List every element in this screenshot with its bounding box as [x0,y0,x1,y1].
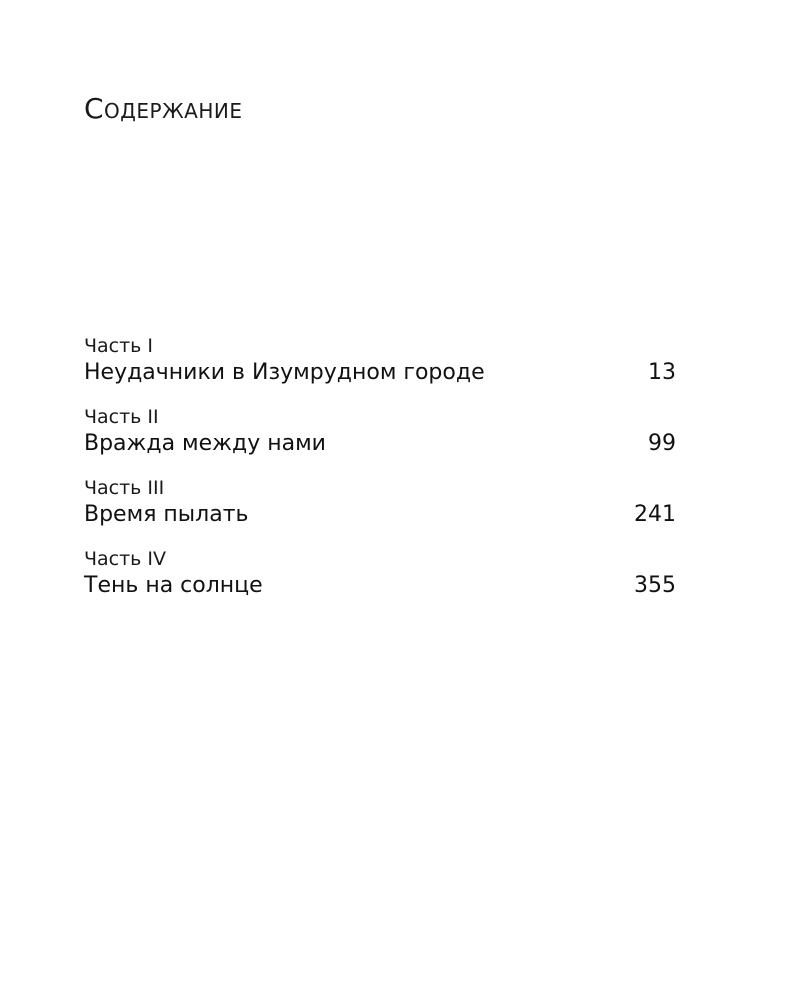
entry-title: Время пылать [84,502,249,527]
entry-line [84,358,676,388]
page-number: 13 [648,360,676,385]
toc-entry [84,404,676,475]
entry-line [84,500,676,530]
entry-title: Вражда между нами [84,431,326,456]
page-number: 241 [634,502,676,527]
page-number: 99 [648,431,676,456]
entry-title: Тень на солнце [84,573,263,598]
entry-line [84,429,676,459]
entry-title: Неудачники в Изумрудном городе [84,360,485,385]
table-of-contents [84,333,676,617]
part-label: Часть IV [84,548,167,570]
page-title: Содержание [84,92,243,125]
part-label: Часть II [84,406,159,428]
toc-entry [84,333,676,404]
part-label: Часть I [84,335,154,357]
toc-entry [84,475,676,546]
part-label: Часть III [84,477,165,499]
toc-entry [84,546,676,617]
entry-line [84,571,676,601]
page-number: 355 [634,573,676,598]
